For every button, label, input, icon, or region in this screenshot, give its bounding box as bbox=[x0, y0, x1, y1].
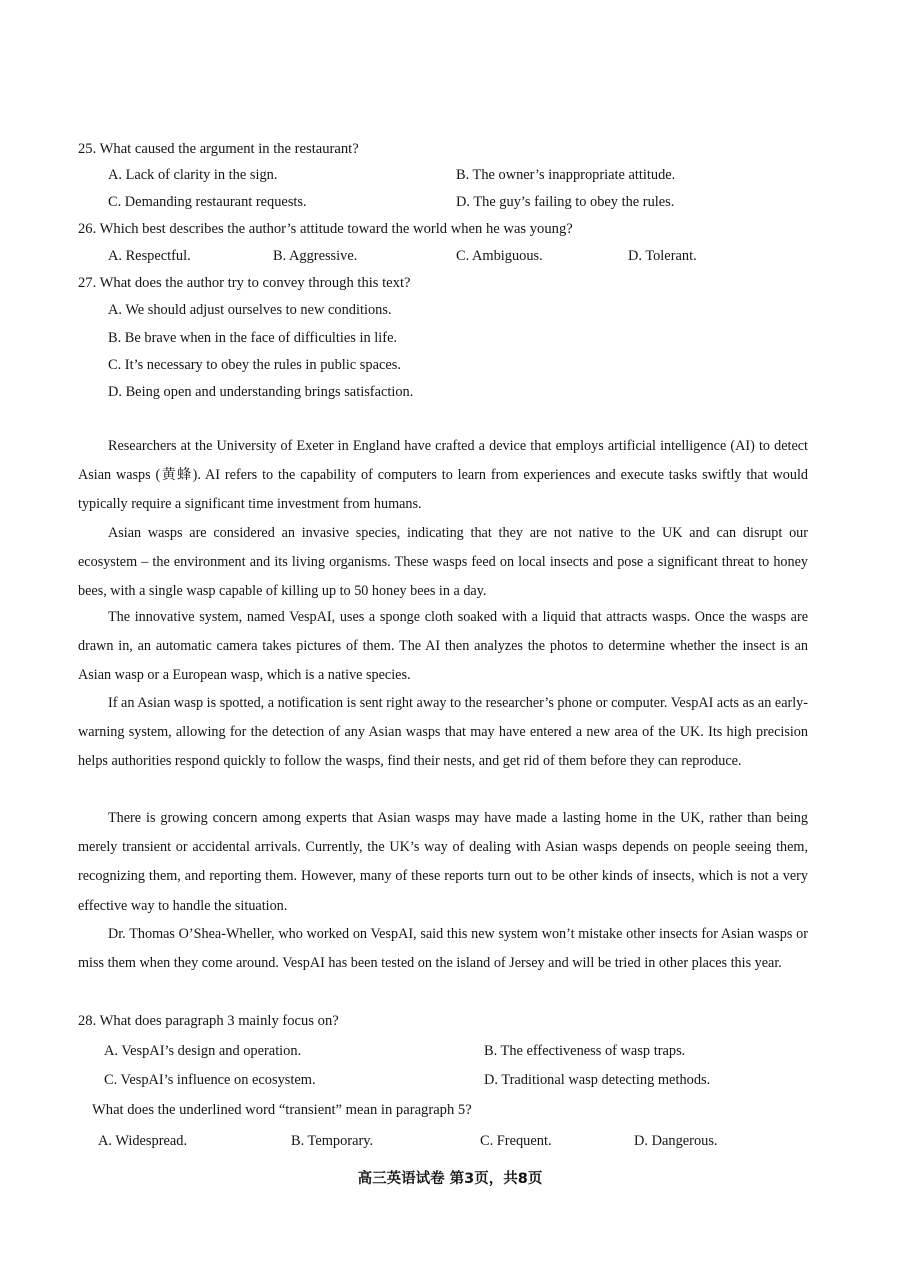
question-26-option-b: B. Aggressive. bbox=[273, 248, 358, 264]
question-26-stem: 26. Which best describes the author’s attitude toward the world when he was young? bbox=[78, 221, 573, 237]
passage-paragraph-6 bbox=[78, 920, 808, 978]
question-29-stem: What does the underlined word “transient” mean in paragraph 5? bbox=[92, 1102, 472, 1118]
page-footer: 高三英语试卷 第3页，共8页 bbox=[357, 1171, 543, 1187]
question-27-option-d: D. Being open and understanding brings satisfaction. bbox=[108, 384, 414, 400]
question-28-option-d: D. Traditional wasp detecting methods. bbox=[484, 1072, 711, 1088]
passage-paragraph-4-text: If an Asian wasp is spotted, a notification is sent right away to the researcher’s phone or computer. VespAI acts as an early-warning system, allowing for the detection of any Asian wasps that may have entered a new area of the UK. Its high precision helps authorities respond quickly to follow the wasps, find their nests, and get rid of them before they can reproduce. bbox=[78, 695, 808, 770]
question-28-option-b: B. The effectiveness of wasp traps. bbox=[484, 1043, 686, 1059]
question-25-stem: 25. What caused the argument in the restaurant? bbox=[78, 141, 359, 157]
question-27-option-a: A. We should adjust ourselves to new conditions. bbox=[108, 302, 392, 318]
question-25-option-b: B. The owner’s inappropriate attitude. bbox=[456, 167, 676, 183]
question-26-option-d: D. Tolerant. bbox=[628, 248, 697, 264]
question-29-option-a: A. Widespread. bbox=[98, 1133, 188, 1149]
question-29-option-c: C. Frequent. bbox=[480, 1133, 552, 1149]
question-28-option-c: C. VespAI’s influence on ecosystem. bbox=[104, 1072, 316, 1088]
passage-paragraph-1-text: Researchers at the University of Exeter in England have crafted a device that employs artificial intelligence (AI) to detect Asian wasps (黄蜂). AI refers to the capability of computers to learn from experiences and execute tasks swiftly that would typically require a significant time investment from humans. bbox=[78, 438, 808, 513]
question-25-option-c: C. Demanding restaurant requests. bbox=[108, 194, 307, 210]
question-29-option-b: B. Temporary. bbox=[291, 1133, 374, 1149]
question-27-option-c: C. It’s necessary to obey the rules in public spaces. bbox=[108, 357, 401, 373]
passage-paragraph-1 bbox=[78, 432, 808, 520]
passage-paragraph-2-text: Asian wasps are considered an invasive species, indicating that they are not native to the UK and can disrupt our ecosystem – the environment and its living organisms. These wasps feed on local insects and pose a significant threat to honey bees, with a single wasp capable of killing up to 50 honey bees in a day. bbox=[78, 525, 808, 600]
passage-paragraph-5-text: There is growing concern among experts that Asian wasps may have made a lasting home in the UK, rather than being merely transient or accidental arrivals. Currently, the UK’s way of dealing with Asian wasps depends on people seeing them, recognizing them, and reporting them. However, many of these reports turn out to be other kinds of insects, which is not a very effective way to handle the situation. bbox=[78, 810, 808, 914]
question-29-option-d: D. Dangerous. bbox=[634, 1133, 718, 1149]
question-25-option-d: D. The guy’s failing to obey the rules. bbox=[456, 194, 675, 210]
question-26-option-c: C. Ambiguous. bbox=[456, 248, 543, 264]
passage-paragraph-3 bbox=[78, 603, 808, 691]
passage-paragraph-6-text: Dr. Thomas O’Shea-Wheller, who worked on VespAI, said this new system won’t mistake other insects for Asian wasps or miss them when they come around. VespAI has been tested on the island of Jersey and will be tried in other places this year. bbox=[78, 926, 808, 972]
question-27-option-b: B. Be brave when in the face of difficulties in life. bbox=[108, 330, 398, 346]
question-27-stem: 27. What does the author try to convey through this text? bbox=[78, 275, 411, 291]
passage-paragraph-5 bbox=[78, 804, 808, 921]
question-25-option-a: A. Lack of clarity in the sign. bbox=[108, 167, 278, 183]
passage-paragraph-2 bbox=[78, 519, 808, 607]
question-26-option-a: A. Respectful. bbox=[108, 248, 191, 264]
passage-paragraph-3-text: The innovative system, named VespAI, uses a sponge cloth soaked with a liquid that attracts wasps. Once the wasps are drawn in, an automatic camera takes pictures of them. The AI then analyzes the photos to determine whether the insect is an Asian wasp or a European wasp, which is a native species. bbox=[78, 609, 808, 684]
question-28-option-a: A. VespAI’s design and operation. bbox=[104, 1043, 302, 1059]
question-28-stem: 28. What does paragraph 3 mainly focus on? bbox=[78, 1013, 339, 1029]
passage-paragraph-4 bbox=[78, 689, 808, 777]
